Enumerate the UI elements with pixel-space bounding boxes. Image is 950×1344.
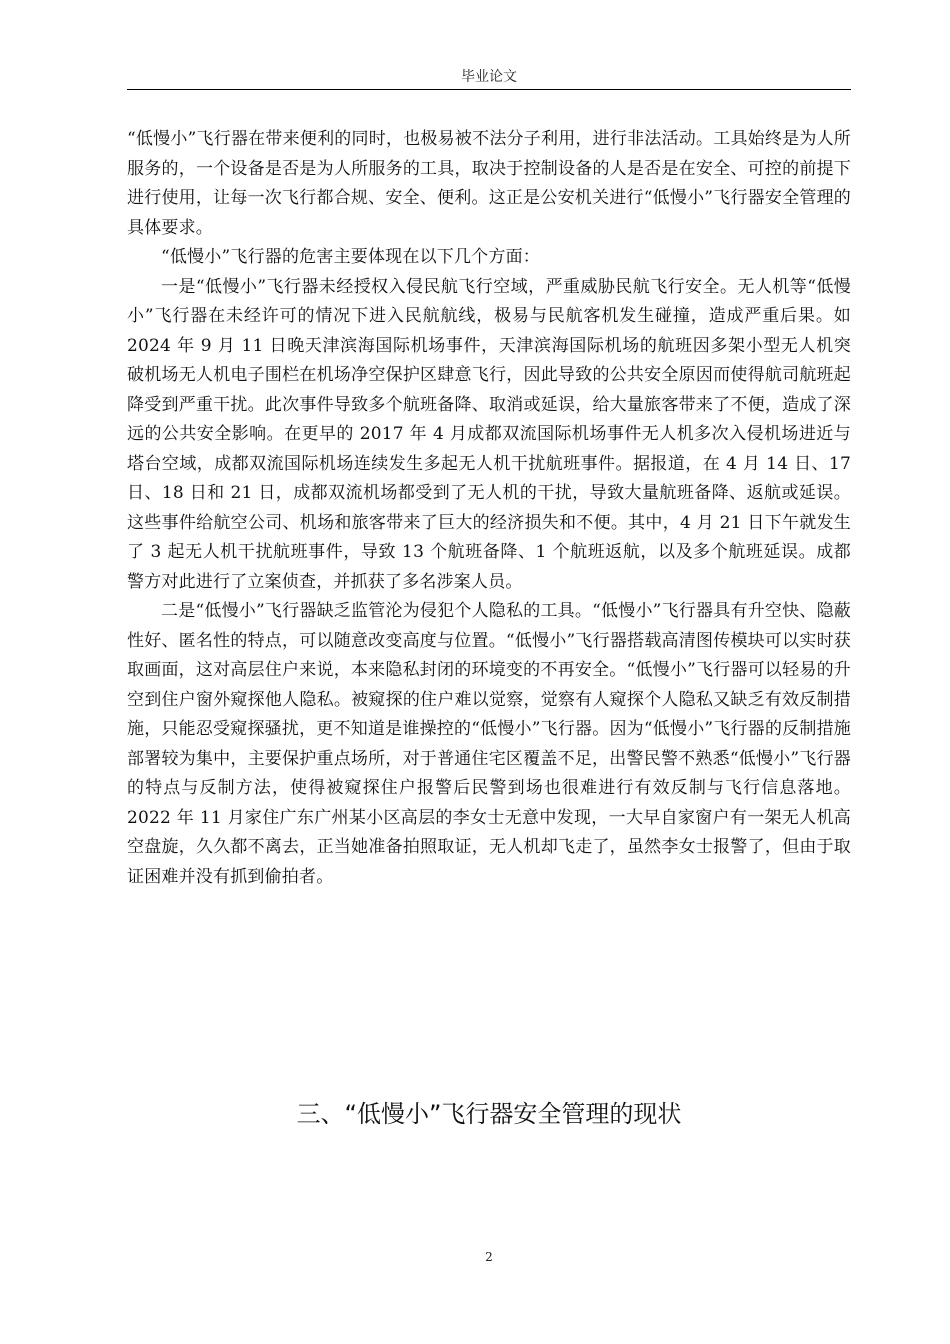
paragraph-airspace-intrusion: 一是“低慢小”飞行器未经授权入侵民航飞行空域，严重威胁民航飞行安全。无人机等“低慢小”飞行器在未经许可的情况下进入民航航线，极易与民航客机发生碰撞，造成严重后果。如 2024 年 9 月 11 日晚天津滨海国际机场事件，天津滨海国际机场的航班因多架小型无人机突破机场无人机电子围栏在机场净空保护区肆意飞行，因此导致的公共安全原因而使得航司航班起降受到严重干扰。此次事件导致多个航班备降、取消或延误，给大量旅客带来了不便，造成了深远的公共安全影响。在更早的 2017 年 4 月成都双流国际机场事件无人机多次入侵机场进近与塔台空域，成都双流国际机场连续发生多起无人机干扰航班事件。据报道，在 4 月 14 日、17 日、18 日和 21 日，成都双流机场都受到了无人机的干扰，导致大量航班备降、返航或延误。这些事件给航空公司、机场和旅客带来了巨大的经济损失和不便。其中，4 月 21 日下午就发生了 3 起无人机干扰航班事件，导致 13 个航班备降、1 个航班返航，以及多个航班延误。成都警方对此进行了立案侦查，并抓获了多名涉案人员。	[127, 276, 851, 592]
section-heading: 三、“低慢小”飞行器安全管理的现状	[296, 1100, 682, 1128]
paragraph-privacy-invasion: 二是“低慢小”飞行器缺乏监管沦为侵犯个人隐私的工具。“低慢小”飞行器具有升空快、隐蔽性好、匿名性的特点，可以随意改变高度与位置。“低慢小”飞行器搭载高清图传模块可以实时获取画面，这对高层住户来说，本来隐私封闭的环境变的不再安全。“低慢小”飞行器可以轻易的升空到住户窗外窥探他人隐私。被窥探的住户难以觉察，觉察有人窥探个人隐私又缺乏有效反制措施，只能忍受窥探骚扰，更不知道是谁操控的“低慢小”飞行器。因为“低慢小”飞行器的反制措施部署较为集中，主要保护重点场所，对于普通住宅区覆盖不足，出警民警不熟悉“低慢小”飞行器的特点与反制方法，使得被窥探住户报警后民警到场也很难进行有效反制与飞行信息落地。2022 年 11 月家住广东广州某小区高层的李女士无意中发现，一大早自家窗户有一架无人机高空盘旋，久久都不离去，正当她准备拍照取证，无人机却飞走了，虽然李女士报警了，但由于取证困难并没有抓到偷拍者。	[127, 601, 851, 887]
paragraph-intro: “低慢小”飞行器在带来便利的同时，也极易被不法分子利用，进行非法活动。工具始终是为人所服务的，一个设备是否是为人所服务的工具，取决于控制设备的人是否是在安全、可控的前提下进行使用，让每一次飞行都合规、安全、便利。这正是公安机关进行“低慢小”飞行器安全管理的具体要求。	[127, 129, 851, 238]
body-text	[127, 125, 851, 892]
header-divider	[127, 89, 851, 90]
paragraph-harms-lead: “低慢小”飞行器的危害主要体现在以下几个方面：	[161, 247, 540, 267]
page-header-title: 毕业论文	[461, 69, 517, 85]
page-number: 2	[485, 1250, 493, 1264]
